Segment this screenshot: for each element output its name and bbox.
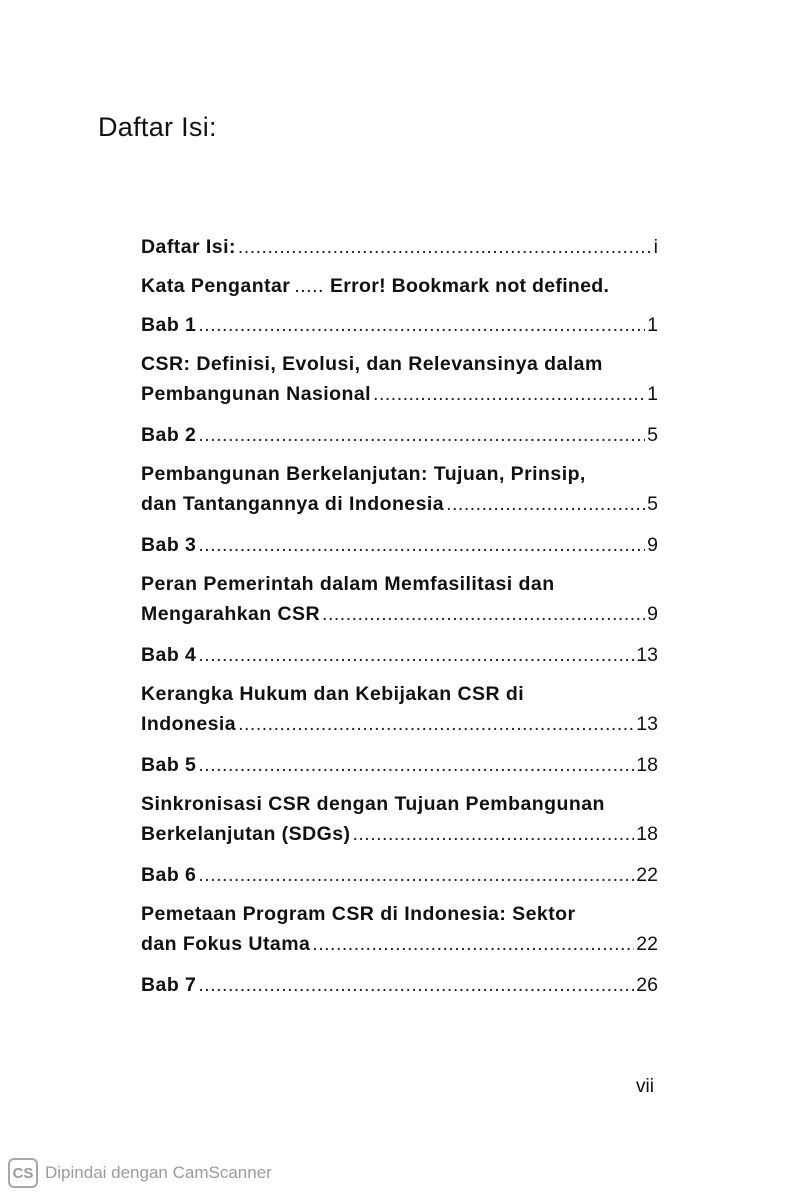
toc-page-number: 9 — [647, 534, 658, 556]
toc-leader-dots — [373, 379, 645, 409]
toc-title-line: Pembangunan Nasional — [141, 383, 372, 405]
toc-page-number: 13 — [636, 713, 658, 735]
toc-title: Bab 6 — [141, 864, 197, 886]
toc-title-line: Peran Pemerintah dalam Memfasilitasi dan — [141, 573, 555, 595]
toc-entry-pembangunan — [141, 459, 658, 519]
toc-entry-pemetaan — [141, 899, 658, 959]
toc-entry-bab-5 — [141, 750, 658, 780]
toc-page-number: 22 — [636, 933, 658, 955]
toc-page-number: 1 — [647, 314, 658, 336]
toc-title: Kata Pengantar — [141, 275, 291, 297]
toc-entry-bab-7 — [141, 970, 658, 1000]
toc-leader-dots — [446, 489, 645, 519]
toc-entry-csr — [141, 349, 658, 409]
toc-entry-kata-pengantar — [141, 271, 658, 301]
toc-leader-dots — [238, 709, 634, 739]
toc-error-text: Error! Bookmark not defined. — [329, 275, 610, 297]
toc-leader-dots: ..... — [294, 275, 324, 297]
toc-title-line: dan Fokus Utama — [141, 933, 311, 955]
toc-page-number: 22 — [636, 864, 658, 886]
toc-entry-bab-4 — [141, 640, 658, 670]
toc-page-number: 5 — [647, 424, 658, 446]
toc-entry-bab-2 — [141, 420, 658, 450]
page-number: vii — [636, 1076, 654, 1097]
toc-entry-bab-6 — [141, 860, 658, 890]
toc-leader-dots — [198, 310, 645, 340]
page-heading: Daftar Isi: — [98, 112, 217, 142]
toc-title-line: Sinkronisasi CSR dengan Tujuan Pembangunan — [141, 793, 605, 815]
toc-title: Bab 7 — [141, 974, 197, 996]
toc-leader-dots — [198, 530, 645, 560]
toc-title-line: Berkelanjutan (SDGs) — [141, 823, 351, 845]
toc-entry-sinkronisasi — [141, 789, 658, 849]
toc-leader-dots — [238, 232, 652, 262]
toc-leader-dots — [198, 860, 634, 890]
toc-page-number: i — [653, 236, 658, 258]
toc-leader-dots — [312, 929, 634, 959]
toc-entry-bab-1 — [141, 310, 658, 340]
toc-leader-dots — [322, 599, 645, 629]
toc-leader-dots — [198, 640, 634, 670]
toc-page-number: 9 — [647, 603, 658, 625]
toc-page-number: 1 — [647, 383, 658, 405]
toc-page-number: 13 — [636, 644, 658, 666]
watermark-text: Dipindai dengan CamScanner — [45, 1163, 272, 1182]
toc-entry-daftar-isi — [141, 232, 658, 262]
toc-leader-dots — [198, 970, 634, 1000]
toc-entry-bab-3 — [141, 530, 658, 560]
camscanner-logo-icon: CS — [8, 1158, 38, 1188]
toc-title-line: CSR: Definisi, Evolusi, dan Relevansinya dalam — [141, 353, 603, 375]
toc-title-line: Pembangunan Berkelanjutan: Tujuan, Prinsip, — [141, 463, 586, 485]
toc-title-line: Kerangka Hukum dan Kebijakan CSR di — [141, 683, 525, 705]
toc-leader-dots — [198, 420, 645, 450]
toc-leader-dots — [198, 750, 634, 780]
toc-title: Bab 5 — [141, 754, 197, 776]
toc-title-line: Indonesia — [141, 713, 237, 735]
toc-page-number: 5 — [647, 493, 658, 515]
toc-title: Bab 4 — [141, 644, 197, 666]
toc-title: Bab 2 — [141, 424, 197, 446]
toc-title-line: Pemetaan Program CSR di Indonesia: Sektor — [141, 903, 576, 925]
table-of-contents — [141, 232, 658, 1009]
toc-leader-dots — [352, 819, 634, 849]
toc-title: Bab 1 — [141, 314, 197, 336]
toc-title-line: Mengarahkan CSR — [141, 603, 321, 625]
toc-title: Bab 3 — [141, 534, 197, 556]
toc-entry-peran — [141, 569, 658, 629]
toc-page-number: 26 — [636, 974, 658, 996]
toc-page-number: 18 — [636, 823, 658, 845]
toc-entry-kerangka — [141, 679, 658, 739]
toc-title: Daftar Isi: — [141, 236, 236, 258]
toc-page-number: 18 — [636, 754, 658, 776]
scanner-watermark — [8, 1158, 272, 1188]
toc-title-line: dan Tantangannya di Indonesia — [141, 493, 445, 515]
